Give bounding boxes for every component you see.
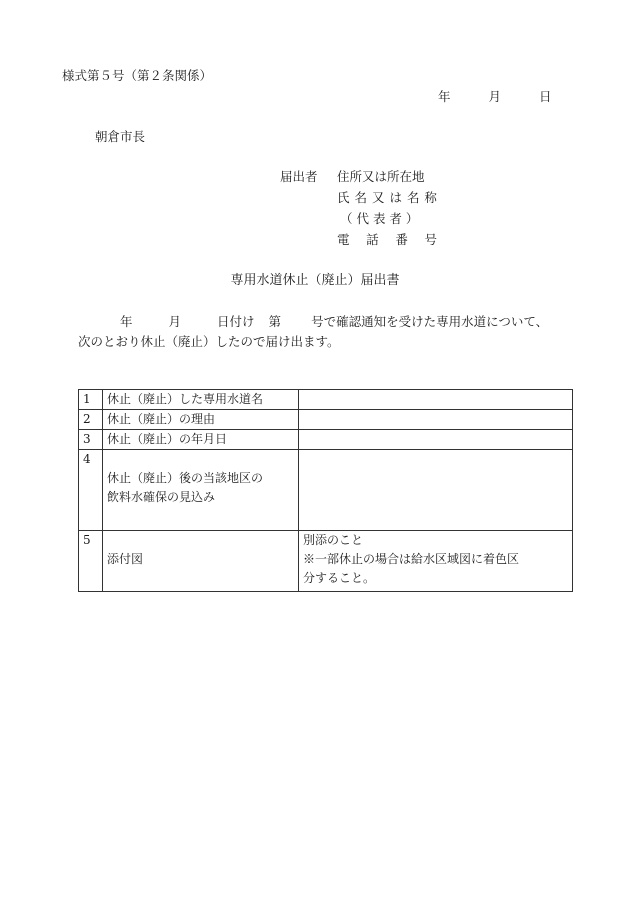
submitter-name-label: 氏 名 又 は 名 称 — [337, 190, 437, 205]
table-row — [79, 410, 573, 430]
table-row — [79, 531, 573, 592]
body-text-line1: 年 月 日付け 第 号で確認通知を受けた専用水道について、 — [120, 314, 549, 329]
table-row — [79, 450, 573, 531]
table-row — [79, 430, 573, 450]
row-value — [299, 430, 573, 450]
row-item: 休止（廃止）の理由 — [103, 410, 299, 430]
table-row — [79, 390, 573, 410]
row-item: 休止（廃止）後の当該地区の 飲料水確保の見込み — [103, 450, 299, 531]
row-value — [299, 410, 573, 430]
row-item: 休止（廃止）の年月日 — [103, 430, 299, 450]
submitter-phone-label: 電 話 番 号 — [337, 232, 437, 247]
row-value — [299, 450, 573, 531]
date-day: 日 — [539, 89, 552, 104]
row-number: 5 — [79, 531, 103, 592]
date-line — [438, 87, 552, 105]
date-year: 年 — [438, 89, 451, 104]
row-number: 2 — [79, 410, 103, 430]
row-item: 添付図 — [103, 531, 299, 592]
notification-table — [78, 389, 573, 592]
row-item: 休止（廃止）した専用水道名 — [103, 390, 299, 410]
body-text-line2: 次のとおり休止（廃止）したので届け出ます。 — [78, 334, 340, 349]
submitter-label: 届出者 — [280, 169, 318, 184]
date-month: 月 — [488, 89, 502, 104]
row-value — [299, 390, 573, 410]
row-value: 別添のこと ※一部休止の場合は給水区域図に着色区 分すること。 — [299, 531, 573, 592]
form-number: 様式第５号（第２条関係） — [62, 68, 213, 83]
row-number: 3 — [79, 430, 103, 450]
submitter-address-label: 住所又は所在地 — [337, 169, 425, 184]
row-number: 1 — [79, 390, 103, 410]
submitter-block — [280, 166, 440, 250]
row-number: 4 — [79, 450, 103, 531]
submitter-representative-label: （ 代 表 者 ） — [340, 211, 419, 226]
document-title: 専用水道休止（廃止）届出書 — [230, 273, 400, 288]
recipient: 朝倉市長 — [95, 129, 146, 144]
